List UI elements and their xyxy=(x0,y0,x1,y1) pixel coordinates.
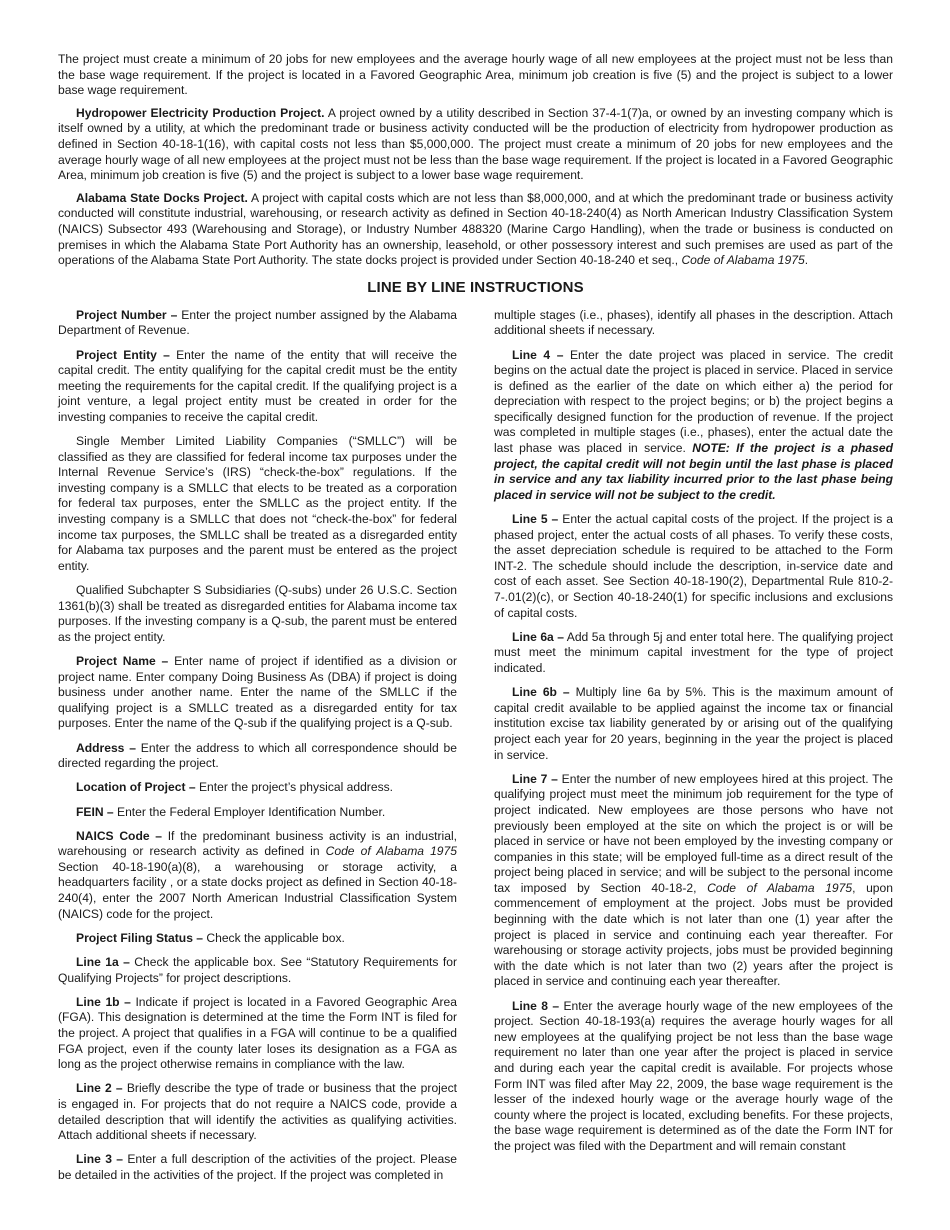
qsub-paragraph: Qualified Subchapter S Subsidiaries (Q-subs) under 26 U.S.C. Section 1361(b)(3) shall be treated as disregarded entities for Alabama income tax purposes. If the investing company is a Q-sub, the parent must be entered as the project entity. xyxy=(58,583,457,644)
project-entity-item: Project Entity – Enter the name of the entity that will receive the capital credit. The entity qualifying for the capital credit must be the entity meeting the requirements for the capital credit. If the qualifying project is a joint venture, a legal project entity must be created in order for the investing companies to receive the capital credit. xyxy=(58,347,457,424)
line-1a-item: Line 1a – Check the applicable box. See “Statutory Requirements for Qualifying Projects” for project descriptions. xyxy=(58,955,458,985)
hydropower-title: Hydropower Electricity Production Project. xyxy=(76,105,325,120)
line-5-item: Line 5 – Enter the actual capital costs of the project. If the project is a phased project, enter the actual costs of all phases. To verify these costs, the asset depreciation schedule is required to be attached to the Form INT-2. The schedule should include the description, in-service date and cost of each asset. See Section 40-18-190(2), Departmental Rule 810-2-7-.01(2)(c), or Section 40-18-240(1) for specific inclusions and exclusions of capital costs. xyxy=(494,512,894,620)
right-column xyxy=(494,308,893,1192)
line-3-item: Line 3 – Enter a full description of the activities of the project. Please be detailed in the activities of the project. If the project was completed in xyxy=(58,1152,457,1182)
address-item: Address – Enter the address to which all correspondence should be directed regarding the project. xyxy=(58,740,457,771)
phased-project-note: NOTE: If the project is a phased project, the capital credit will not begin until the last phase is placed in service and any tax liability incurred prior to the last phase being placed in service will not be subject to the credit. xyxy=(494,441,893,502)
filing-status-item: Project Filing Status – Check the applicable box. xyxy=(76,930,345,945)
state-docks-title: Alabama State Docks Project. xyxy=(76,190,248,205)
project-number-item: Project Number – Enter the project number assigned by the Alabama Department of Revenue. xyxy=(58,307,458,338)
instructions-page xyxy=(58,52,893,1192)
line-8-item: Line 8 – Enter the average hourly wage of the new employees of the project. Section 40-18-193(a) requires the average hourly wages for all new employees at the qualifying project be not less than the base wage requirement no later than one year after the project is placed in service and during each year the capital credit is available. For projects whose Form INT was filed after May 22, 2009, the base wage requirement is the lesser of the indexed hourly wage or the average hourly wage of the county where the project is located, excluding benefits. For these projects, the base wage requirement is determined as of the date the Form INT for the project was filed with the Department and will remain constant xyxy=(494,998,893,1153)
line-6a-item: Line 6a – Add 5a through 5j and enter total here. The qualifying project must meet the minimum capital investment for the type of project indicated. xyxy=(494,629,893,675)
location-item: Location of Project – Enter the project’s physical address. xyxy=(76,780,394,795)
line-3-continued: multiple stages (i.e., phases), identify all phases in the description. Attach additional sheets if necessary. xyxy=(494,307,893,338)
line-6b-item: Line 6b – Multiply line 6a by 5%. This is the maximum amount of capital credit available to be applied against the income tax or financial institution excise tax liability generated by or arising out of the qualifying project each year for 20 years, beginning in the year the project is placed in service. xyxy=(494,685,893,762)
intro-paragraph: The project must create a minimum of 20 jobs for new employees and the average hourly wage of all new employees at the project must not be less than the base wage requirement. If the project is located in a Favored Geographic Area, minimum job creation is five (5) and the project is subject to a lower base wage requirement. xyxy=(58,52,893,98)
smllc-paragraph: Single Member Limited Liability Companies (“SMLLC”) will be classified as they are classified for federal income tax purposes under the Internal Revenue Service’s (IRS) “check-the-box” regulations. If the investing company is a SMLLC that elects to be treated as a corporation for federal tax purposes, enter the SMLLC as the project entity. If the investing company is a SMLLC that does not “check-the-box” for federal income tax purposes, the SMLLC shall be treated as a disregarded entity for Alabama tax purposes and the parent must be entered as the project entity. xyxy=(58,434,457,573)
hydropower-paragraph: Hydropower Electricity Production Project. A project owned by a utility described in Section 37-4-1(7)a, or owned by an investing company which is itself owned by a utility, at which the predominant trade or business activity conducted will be the production of electricity from hydropower production as defined in Section 40-18-1(16), with capital costs not less than $5,000,000. The project must create a minimum of 20 jobs for new employees and the average hourly wage of all new employees at the project must not be less than the base wage requirement. If the project is located in a Favored Geographic Area, minimum job creation is five (5) and the project is subject to a lower base wage requirement. xyxy=(58,105,893,183)
fein-item: FEIN – Enter the Federal Employer Identification Number. xyxy=(76,804,386,819)
two-column-body xyxy=(58,308,893,1192)
line-4-item: Line 4 – Enter the date project was placed in service. The credit begins on the actual date the project is placed in service. Placed in service is defined as the earlier of the date on which either a) the period for depreciation with respect to the project begins; or b) the project begins a specifically designed function for the production of revenue. If the project was completed in multiple stages (i.e., phases), enter the actual date the last phase was placed in service. NOTE: If the project is a phased project, the capital credit will not begin until the last phase is placed in service and any tax liability incurred prior to the last phase being placed in service will not be subject to the credit. xyxy=(494,347,893,502)
intro-section xyxy=(58,52,893,269)
line-1b-item: Line 1b – Indicate if project is located in a Favored Geographic Area (FGA). This designation is determined at the time the Form INT is filed for the project. A project that qualifies in a FGA will continue to be a qualified FGA project, even if the county later loses its designation as a FGA as long as the project otherwise remains in compliance with the law. xyxy=(58,994,457,1072)
state-docks-paragraph: Alabama State Docks Project. A project with capital costs which are not less than $8,000,000, and at which the predominant trade or business activity conducted will constitute industrial, warehousing, or research activity as defined in Section 40-18-240(4) as North American Industry Classification System (NAICS) Subsector 493 (Warehousing and Storage), or Industry Number 488320 (Marine Cargo Handling), when the trade or business is conducted on premises in which the Alabama State Port Authority has an ownership, leasehold, or other possessory interest and such premises are used as part of the operations of the Alabama State Port Authority. The state docks project is provided under Section 40-18-240 et seq., Code of Alabama 1975. xyxy=(58,190,893,268)
project-name-item: Project Name – Enter name of project if identified as a division or project name. Enter company Doing Business As (DBA) if project is doing business under another name. Enter the name of the SMLLC if the qualifying project is a SMLLC treated as a disregarded entity for tax purposes. Enter the name of the Q-sub if the qualifying project is a Q-sub. xyxy=(58,653,457,731)
naics-item: NAICS Code – If the predominant business activity is an industrial, warehousing or research activity as defined in Code of Alabama 1975 Section 40-18-190(a)(8), a warehousing or storage activity, a headquarters facility , or a state docks project as defined in Section 40-18-240(4), enter the 2007 North American Industrial Classification System (NAICS) code for the project. xyxy=(58,828,458,921)
line-7-item: Line 7 – Enter the number of new employees hired at this project. The qualifying project must meet the minimum job requirement for the type of project indicated. New employees are those persons who have not previously been employed at the site on which the project is or will be placed in service or have not been employed by the investing company or companies in this state; will be employed full-time as a direct result of the project being placed in service; and will be subject to the personal income tax imposed by Section 40-18-2, Code of Alabama 1975, upon commencement of employment at the project. Jobs must be provided beginning with the date which is not later than one (1) year after the project is placed in service and continuing each year thereafter. For warehousing or storage activity projects, jobs must be provided beginning with the date which is not later than two (2) years after the project is placed in service and continuing each year thereafter. xyxy=(494,771,893,989)
left-column xyxy=(58,308,457,1192)
line-2-item: Line 2 – Briefly describe the type of trade or business that the project is engaged in. For projects that do not require a NAICS code, provide a detailed description that will identify the activities as qualifying activities. Attach additional sheets if necessary. xyxy=(58,1081,457,1143)
section-heading: LINE BY LINE INSTRUCTIONS xyxy=(367,278,584,296)
